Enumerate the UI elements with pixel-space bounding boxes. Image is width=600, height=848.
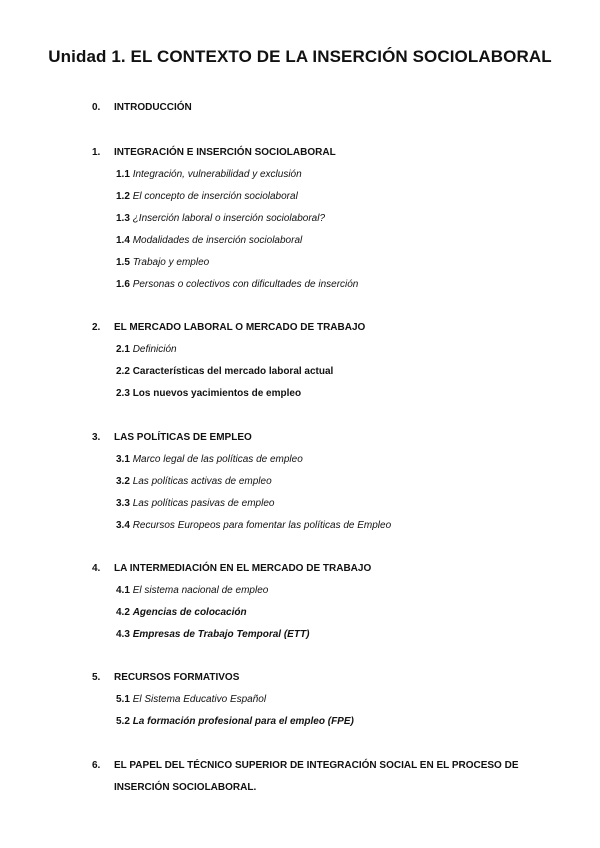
subsection-text: El sistema nacional de empleo <box>132 585 269 596</box>
section-title: EL PAPEL DEL TÉCNICO SUPERIOR DE INTEGRACIÓN SOCIAL EN EL PROCESO DE INSERCIÓN SOCIOLABORAL. <box>114 760 519 793</box>
subsection-number: 1.1 <box>116 169 130 180</box>
section-heading <box>92 427 562 449</box>
subsection-item <box>92 361 562 383</box>
subsection-text: Marco legal de las políticas de empleo <box>132 454 303 465</box>
subsection-item <box>92 230 562 252</box>
subsection-item <box>92 383 562 405</box>
subsection-item <box>92 515 562 537</box>
subsection-item <box>92 274 562 296</box>
subsection-text: Recursos Europeos para fomentar las políticas de Empleo <box>132 520 392 531</box>
subsection-item <box>92 493 562 515</box>
subsection-number: 3.1 <box>116 454 130 465</box>
subsection-number: 1.3 <box>116 213 130 224</box>
subsection-item <box>92 252 562 274</box>
subsection-item <box>92 624 562 646</box>
subsection-number: 4.1 <box>116 585 130 596</box>
section-number: 6. <box>92 760 101 771</box>
section-heading <box>92 755 562 799</box>
subsection-number: 4.2 <box>116 607 130 618</box>
subsection-number: 3.3 <box>116 498 130 509</box>
subsection-number: 1.2 <box>116 191 130 202</box>
subsection-item <box>92 580 562 602</box>
subsection-number: 3.2 <box>116 476 130 487</box>
section-number: 1. <box>92 147 101 158</box>
section-number: 0. <box>92 102 101 113</box>
subsection-text: El Sistema Educativo Español <box>132 694 267 705</box>
section-title: LAS POLÍTICAS DE EMPLEO <box>114 432 252 443</box>
subsection-text: Los nuevos yacimientos de empleo <box>132 388 302 399</box>
section-4 <box>92 558 562 646</box>
subsection-text: Trabajo y empleo <box>132 257 210 268</box>
section-0 <box>92 97 562 119</box>
subsection-item <box>92 339 562 361</box>
subsection-text: El concepto de inserción sociolaboral <box>132 191 298 202</box>
subsection-number: 5.1 <box>116 694 130 705</box>
section-heading <box>92 142 562 164</box>
section-1 <box>92 142 562 296</box>
subsection-item <box>92 471 562 493</box>
section-title: EL MERCADO LABORAL O MERCADO DE TRABAJO <box>114 322 366 333</box>
subsection-item <box>92 449 562 471</box>
subsection-number: 5.2 <box>116 716 130 727</box>
subsection-text: Definición <box>132 344 177 355</box>
section-title: INTRODUCCIÓN <box>114 102 192 113</box>
section-title: RECURSOS FORMATIVOS <box>114 672 240 683</box>
subsection-item <box>92 208 562 230</box>
section-heading <box>92 558 562 580</box>
subsection-number: 4.3 <box>116 629 130 640</box>
subsection-text: Las políticas pasivas de empleo <box>132 498 275 509</box>
section-number: 5. <box>92 672 101 683</box>
section-heading <box>92 667 562 689</box>
subsection-item <box>92 711 562 733</box>
section-number: 2. <box>92 322 101 333</box>
subsection-text: ¿Inserción laboral o inserción sociolaboral? <box>132 213 326 224</box>
subsection-number: 3.4 <box>116 520 130 531</box>
subsection-number: 1.6 <box>116 279 130 290</box>
subsection-text: Características del mercado laboral actual <box>132 366 334 377</box>
subsection-number: 2.3 <box>116 388 130 399</box>
subsection-text: Agencias de colocación <box>132 607 247 618</box>
section-number: 4. <box>92 563 101 574</box>
subsection-text: Las políticas activas de empleo <box>132 476 272 487</box>
subsection-text: Empresas de Trabajo Temporal (ETT) <box>132 629 310 640</box>
subsection-text: Integración, vulnerabilidad y exclusión <box>132 169 302 180</box>
section-6 <box>92 755 562 799</box>
subsection-item <box>92 689 562 711</box>
subsection-item <box>92 602 562 624</box>
subsection-number: 1.5 <box>116 257 130 268</box>
subsection-number: 1.4 <box>116 235 130 246</box>
subsection-item <box>92 186 562 208</box>
subsection-number: 2.1 <box>116 344 130 355</box>
section-title: LA INTERMEDIACIÓN EN EL MERCADO DE TRABAJO <box>114 563 372 574</box>
section-heading <box>92 317 562 339</box>
subsection-text: Modalidades de inserción sociolaboral <box>132 235 303 246</box>
section-3 <box>92 427 562 537</box>
section-title: INTEGRACIÓN E INSERCIÓN SOCIOLABORAL <box>114 147 336 158</box>
subsection-item <box>92 164 562 186</box>
subsection-text: La formación profesional para el empleo (FPE) <box>132 716 354 727</box>
section-number: 3. <box>92 432 101 443</box>
section-heading <box>92 97 562 119</box>
subsection-text: Personas o colectivos con dificultades de inserción <box>132 279 359 290</box>
page-title: Unidad 1. EL CONTEXTO DE LA INSERCIÓN SOCIOLABORAL <box>48 47 552 66</box>
section-2 <box>92 317 562 405</box>
subsection-number: 2.2 <box>116 366 130 377</box>
section-5 <box>92 667 562 733</box>
